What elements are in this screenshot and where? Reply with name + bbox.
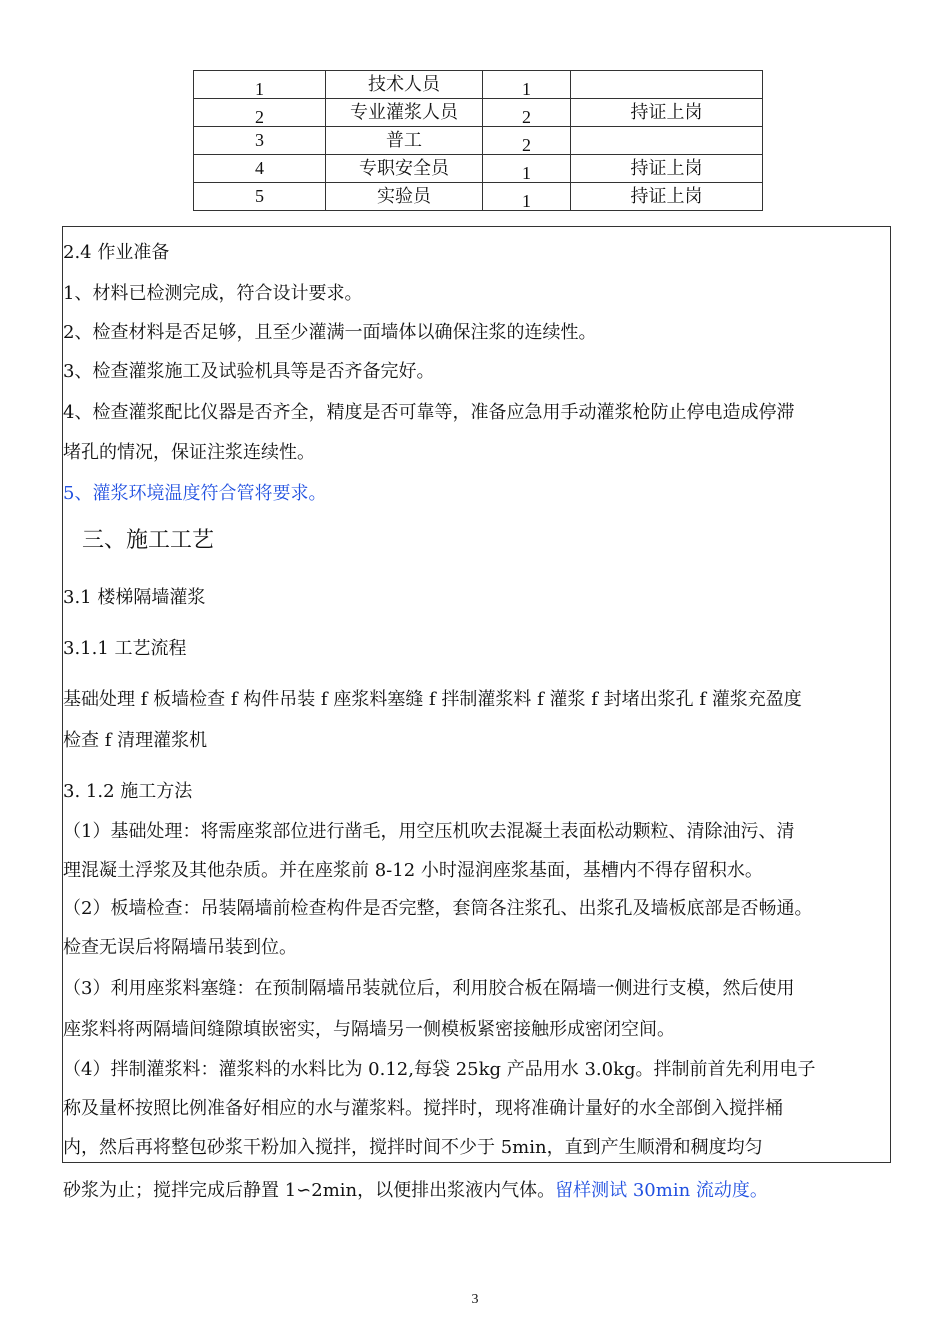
method-line: 称及量杯按照比例准备好相应的水与灌浆料。搅拌时，现将准确计量好的水全部倒入搅拌桶 xyxy=(63,1098,783,1119)
role-cell: 专业灌浆人员 xyxy=(326,99,483,127)
note-cell: 持证上岗 xyxy=(571,99,763,127)
count-cell: 2 xyxy=(483,99,571,127)
process-flow-line-1: 基础处理 f 板墙检查 f 构件吊装 f 座浆料塞缝 f 拌制灌浆料 f 灌浆 f 封堵出浆孔 f 灌浆充盈度 xyxy=(63,689,802,710)
subsection-3-1-1: 3.1.1 工艺流程 xyxy=(63,638,187,659)
subsection-3-1: 3.1 楼梯隔墙灌浆 xyxy=(63,587,206,608)
row-number: 2 xyxy=(194,99,326,127)
prep-item-5: 5、灌浆环境温度符合管将要求。 xyxy=(63,483,327,504)
table-row xyxy=(194,99,763,127)
method-line: （3）利用座浆料塞缝：在预制隔墙吊装就位后，利用胶合板在隔墙一侧进行支模，然后使用 xyxy=(63,978,795,999)
table-row xyxy=(194,155,763,183)
process-flow-line-2: 检查 f 清理灌浆机 xyxy=(63,730,208,751)
method-line: 内，然后再将整包砂浆干粉加入搅拌，搅拌时间不少于 5min，直到产生顺滑和稠度均匀 xyxy=(63,1137,763,1158)
prep-item-2: 2、检查材料是否足够，且至少灌满一面墙体以确保注浆的连续性。 xyxy=(63,322,597,343)
prep-item-4-cont: 堵孔的情况，保证注浆连续性。 xyxy=(63,442,315,463)
count-cell: 1 xyxy=(483,183,571,211)
note-cell xyxy=(571,127,763,155)
method-line: （1）基础处理：将需座浆部位进行凿毛，用空压机吹去混凝土表面松动颗粒、清除油污、清 xyxy=(63,821,795,842)
row-number: 4 xyxy=(194,155,326,183)
role-cell: 普工 xyxy=(326,127,483,155)
role-cell: 实验员 xyxy=(326,183,483,211)
method-line: 理混凝土浮浆及其他杂质。并在座浆前 8-12 小时湿润座浆基面，基槽内不得存留积水。 xyxy=(63,860,763,881)
role-cell: 技术人员 xyxy=(326,71,483,99)
count-cell: 1 xyxy=(483,155,571,183)
role-cell: 专职安全员 xyxy=(326,155,483,183)
note-cell xyxy=(571,71,763,99)
note-cell: 持证上岗 xyxy=(571,183,763,211)
subsection-3-1-2: 3. 1.2 施工方法 xyxy=(63,781,193,802)
prep-item-1: 1、材料已检测完成，符合设计要求。 xyxy=(63,283,363,304)
page-number: 3 xyxy=(471,1292,479,1307)
staff-table xyxy=(193,70,763,211)
prep-item-4: 4、检查灌浆配比仪器是否齐全，精度是否可靠等，准备应急用手动灌浆枪防止停电造成停滞 xyxy=(63,402,795,423)
method-line: （2）板墙检查：吊装隔墙前检查构件是否完整，套筒各注浆孔、出浆孔及墙板底部是否畅通。 xyxy=(63,898,813,919)
method-line-continued xyxy=(63,1179,768,1203)
row-number: 5 xyxy=(194,183,326,211)
row-number: 3 xyxy=(194,127,326,155)
prep-item-3: 3、检查灌浆施工及试验机具等是否齐备完好。 xyxy=(63,361,435,382)
method-text: 砂浆为止；搅拌完成后静置 1∽2min，以便排出浆液内气体。 xyxy=(63,1180,556,1201)
section-title-2-4: 2.4 作业准备 xyxy=(63,242,170,263)
method-line: 检查无误后将隔墙吊装到位。 xyxy=(63,937,297,958)
table-row xyxy=(194,71,763,99)
note-cell: 持证上岗 xyxy=(571,155,763,183)
count-cell: 1 xyxy=(483,71,571,99)
section-heading-3: 三、施工工艺 xyxy=(82,528,215,553)
table-row xyxy=(194,183,763,211)
table-row xyxy=(194,127,763,155)
highlighted-note: 留样测试 30min 流动度。 xyxy=(555,1180,768,1201)
method-line: 座浆料将两隔墙间缝隙填嵌密实，与隔墙另一侧模板紧密接触形成密闭空间。 xyxy=(63,1019,675,1040)
row-number: 1 xyxy=(194,71,326,99)
count-cell: 2 xyxy=(483,127,571,155)
method-line: （4）拌制灌浆料：灌浆料的水料比为 0.12,每袋 25kg 产品用水 3.0kg。拌制前首先利用电子 xyxy=(63,1059,816,1080)
